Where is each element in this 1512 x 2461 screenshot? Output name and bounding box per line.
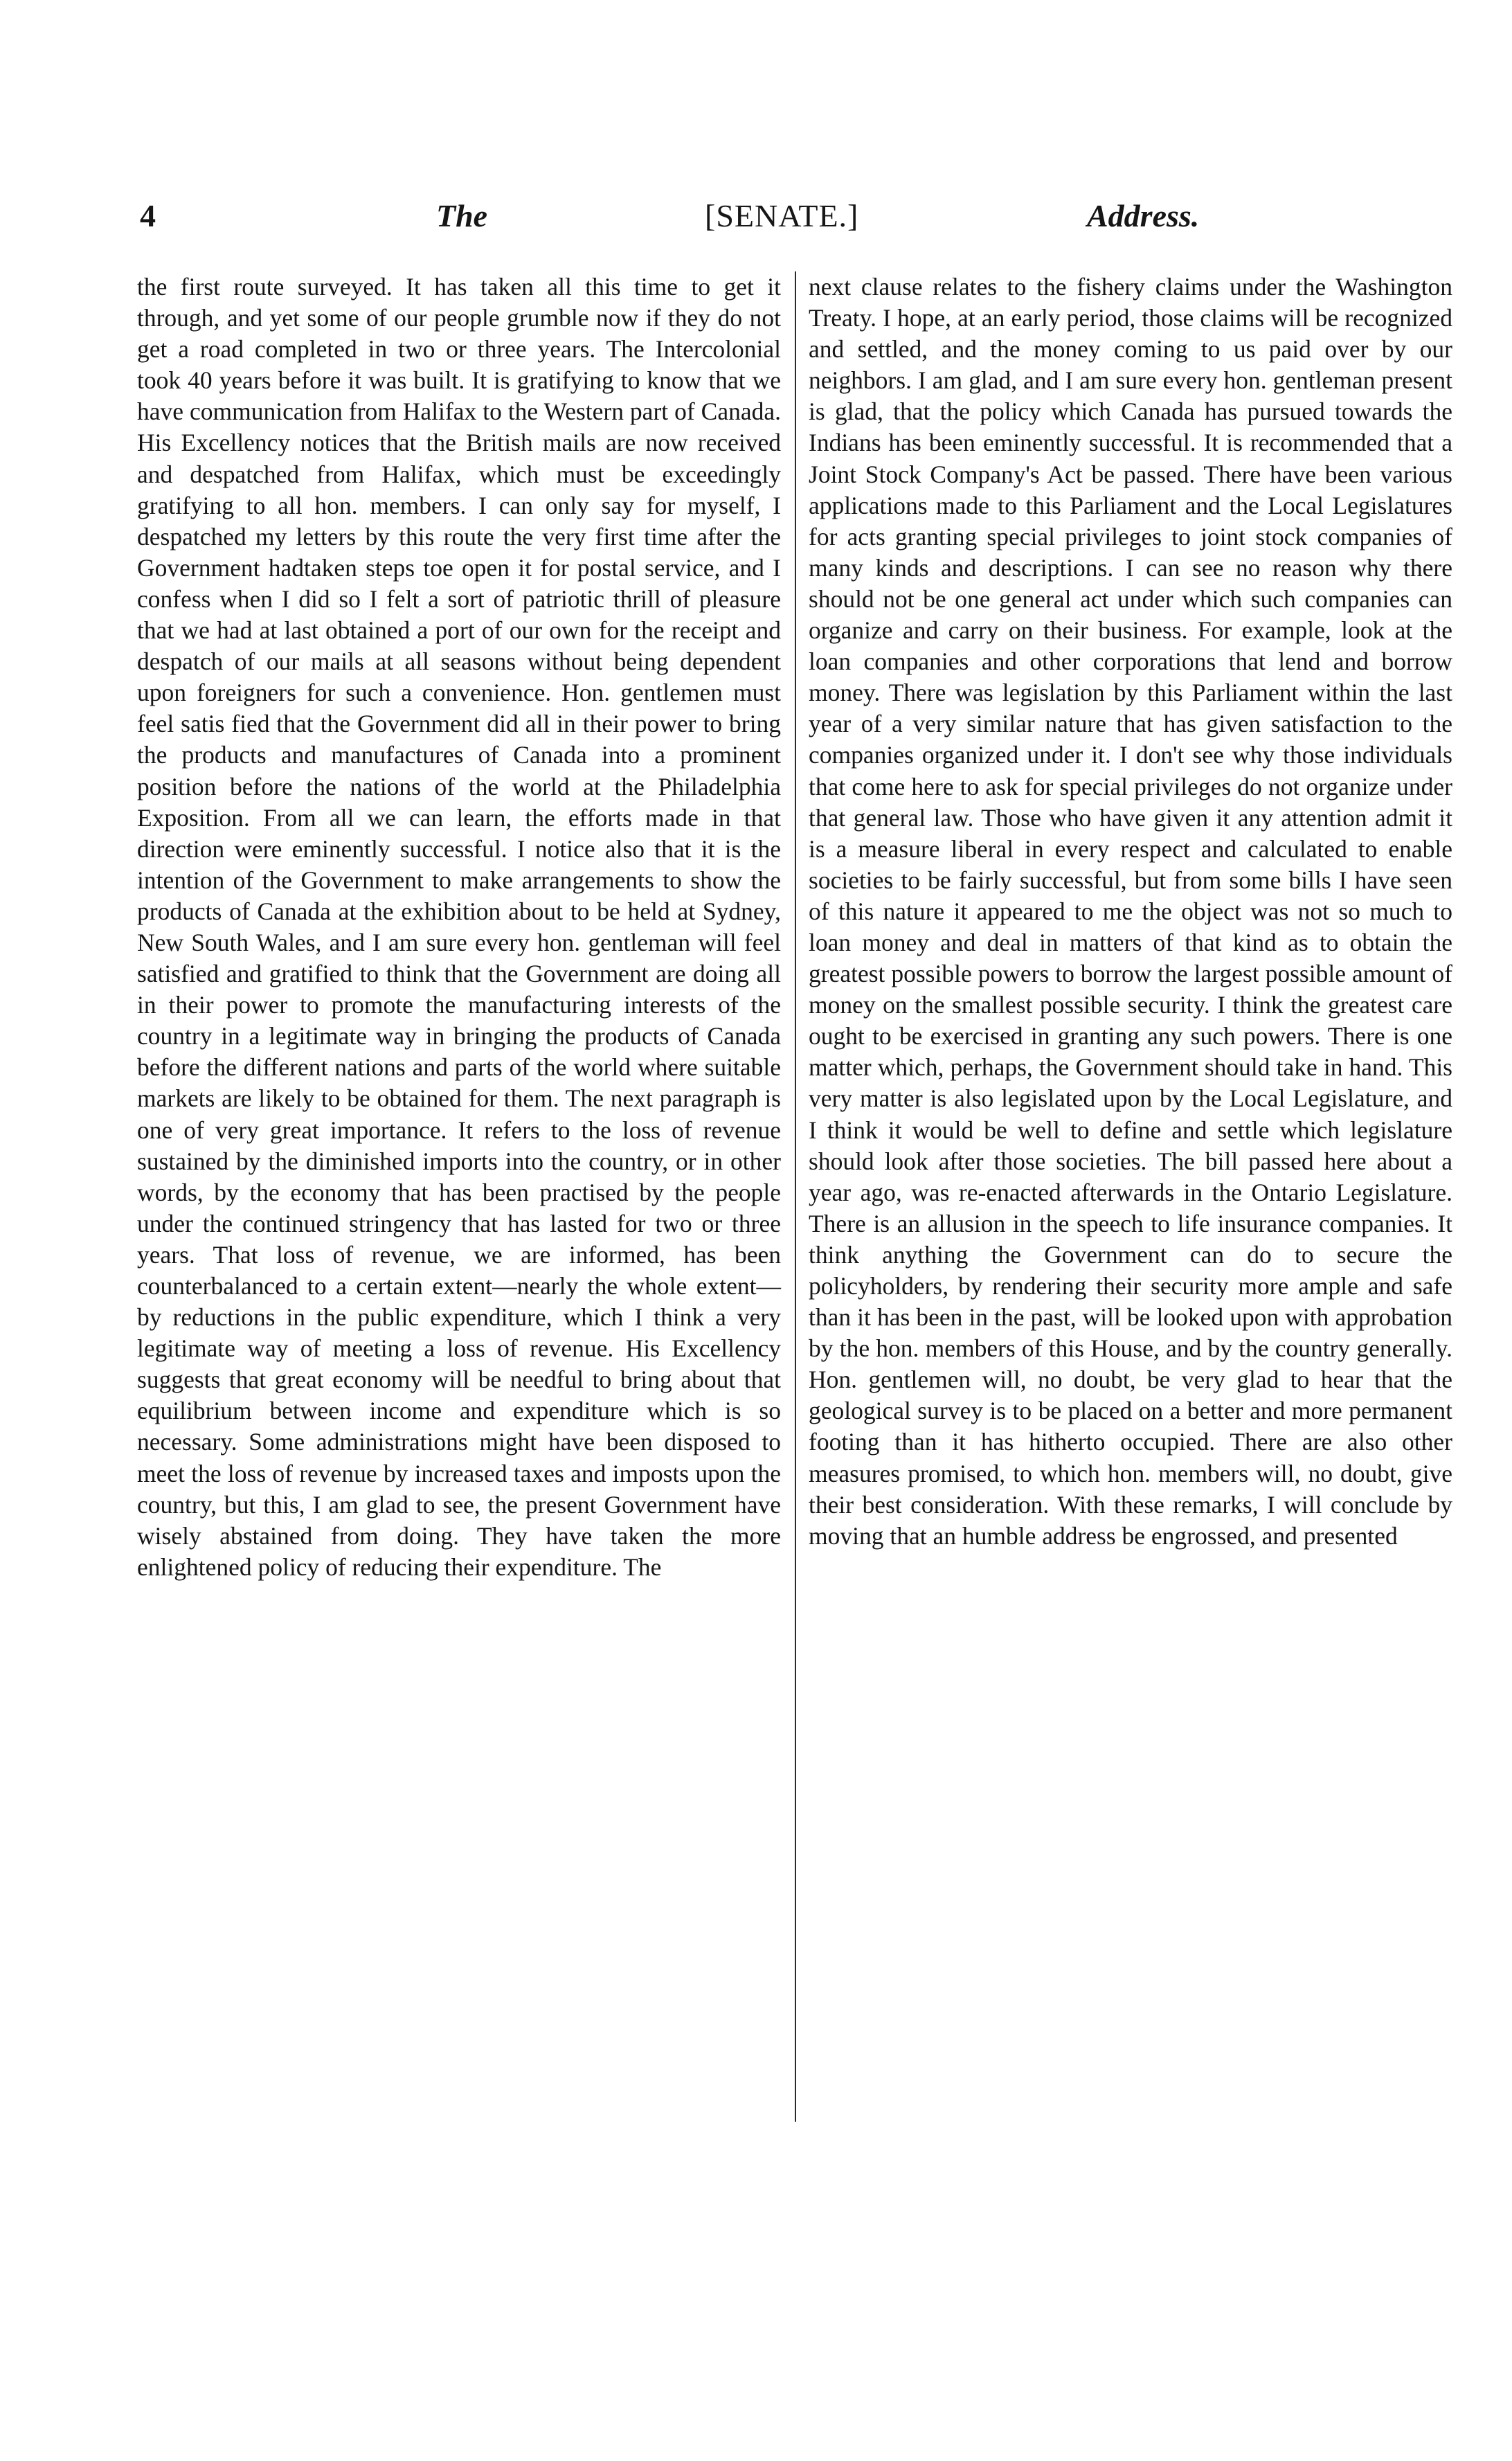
page-number: 4 xyxy=(140,198,156,233)
running-title-left: The xyxy=(436,198,488,233)
left-column xyxy=(137,271,781,1583)
running-title-center: [SENATE.] xyxy=(705,198,859,233)
right-column xyxy=(809,271,1452,1552)
page-header xyxy=(138,188,1205,244)
right-column-text: next clause relates to the fishery claims under the Washington Treaty. I hope, at an early period, those claims will be recognized and settled, and the money coming to us paid over by our neighbors. I am glad, and I am sure every hon. gentleman present is glad, that the policy which Canada has pursued towards the Indians has been eminently successful. It is recommended that a Joint Stock Company's Act be passed. There have been various applications made to this Parliament and the Local Legislatures for acts granting special privileges to joint stock companies of many kinds and descriptions. I can see no reason why there should not be one general act under which such companies can organize and carry on their business. For example, look at the loan companies and other corporations that lend and borrow money. There was legislation by this Parliament within the last year of a very similar nature that has given satisfaction to the companies organized under it. I don't see why those individuals that come here to ask for special privileges do not organize under that general law. Those who have given it any attention admit it is a measure liberal in every respect and calculated to enable societies to be fairly successful, but from some bills I have seen of this nature it appeared to me the object was not so much to loan money and deal in matters of that kind as to obtain the greatest possible powers to borrow the largest possible amount of money on the smallest possible security. I think the greatest care ought to be exercised in granting any such powers. There is one matter which, perhaps, the Government should take in hand. This very matter is also legislated upon by the Local Legislature, and I think it would be well to define and settle which legislature should look after those societies. The bill passed here about a year ago, was re-enacted afterwards in the Ontario Legislature. There is an allusion in the speech to life insurance companies. It think anything the Government can do to secure the policyholders, by rendering their security more ample and safe than it has been in the past, will be looked upon with approbation by the hon. members of this House, and by the country generally. Hon. gentlemen will, no doubt, be very glad to hear that the geological survey is to be placed on a better and more permanent footing than it has hitherto occupied. There are also other measures promised, to which hon. members will, no doubt, give their best consideration. With these remarks, I will conclude by moving that an humble address be engrossed, and presented xyxy=(809,273,1452,1550)
column-divider xyxy=(795,271,796,2122)
running-title-right: Address. xyxy=(1087,198,1200,233)
left-column-text: the first route surveyed. It has taken all this time to get it through, and yet some of our people grumble now if they do not get a road completed in two or three years. The Intercolonial took 40 years before it was built. It is gratifying to know that we have communication from Halifax to the Western part of Canada. His Excellency notices that the British mails are now received and despatched from Halifax, which must be exceedingly gratifying to all hon. members. I can only say for myself, I despatched my letters by this route the very first time after the Government hadtaken steps toe open it for postal service, and I confess when I did so I felt a sort of patriotic thrill of pleasure that we had at last obtained a port of our own for the receipt and despatch of our mails at all seasons without being dependent upon foreigners for such a convenience. Hon. gentlemen must feel satis fied that the Government did all in their power to bring the products and manufactures of Canada into a prominent position before the nations of the world at the Philadelphia Exposition. From all we can learn, the efforts made in that direction were eminently successful. I notice also that it is the intention of the Government to make arrangements to show the products of Canada at the exhibition about to be held at Sydney, New South Wales, and I am sure every hon. gentleman will feel satisfied and gratified to think that the Government are doing all in their power to promote the manufacturing interests of the country in a legitimate way in bringing the products of Canada before the different nations and parts of the world where suitable markets are likely to be obtained for them. The next paragraph is one of very great importance. It refers to the loss of revenue sustained by the diminished imports into the country, or in other words, by the economy that has been practised by the people under the continued stringency that has lasted for two or three years. That loss of revenue, we are informed, has been counterbalanced to a certain extent—nearly the whole extent—by reductions in the public expenditure, which I think a very legitimate way of meeting a loss of revenue. His Excellency suggests that great economy will be needful to bring about that equilibrium between income and expenditure which is so necessary. Some administrations might have been disposed to meet the loss of revenue by increased taxes and imposts upon the country, but this, I am glad to see, the present Government have wisely abstained from doing. They have taken the more enlightened policy of reducing their expenditure. The xyxy=(137,273,781,1581)
